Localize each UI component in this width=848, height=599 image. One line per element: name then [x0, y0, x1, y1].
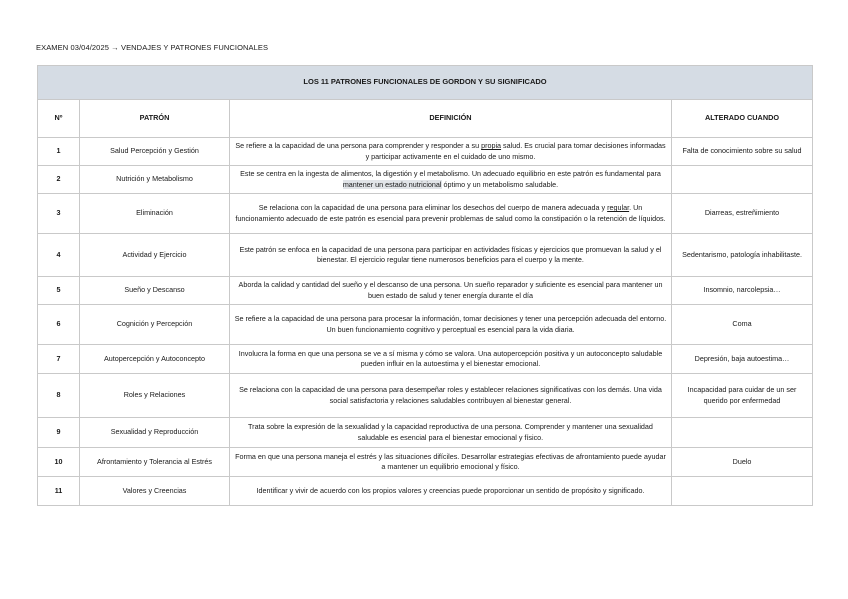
altered-when: Depresión, baja autoestima…: [672, 345, 813, 374]
pattern-name: Eliminación: [80, 194, 230, 234]
table-row: [38, 194, 813, 234]
definition-text: Se relaciona con la capacidad de una persona para eliminar los desechos del cuerpo de manera adecuada y: [258, 203, 608, 212]
pattern-definition: Involucra la forma en que una persona se ve a sí misma y cómo se valora. Una autopercepción positiva y un autoconcepto saludable pueden influir en la autoestima y el bienestar emocional.: [230, 345, 672, 374]
definition-text: . Un funcionamiento adecuado de este patrón es esencial para prevenir problemas de salud como la constipación o la retención de líquidos.: [235, 203, 666, 223]
column-header-pattern: PATRÓN: [80, 100, 230, 138]
table-header-row: [38, 100, 813, 138]
table-title-row: [38, 66, 813, 100]
underlined-word: propia: [481, 141, 502, 150]
document-header: EXAMEN 03/04/2025 → VENDAJES Y PATRONES FUNCIONALES: [36, 43, 269, 52]
altered-when: [672, 166, 813, 194]
pattern-name: Sexualidad y Reproducción: [80, 418, 230, 448]
pattern-name: Nutrición y Metabolismo: [80, 166, 230, 194]
row-number: 2: [38, 166, 80, 194]
underlined-word: regular: [607, 203, 630, 212]
altered-when: Incapacidad para cuidar de un ser querido por enfermedad: [672, 374, 813, 418]
row-number: 11: [38, 477, 80, 506]
column-header-altered: ALTERADO CUANDO: [672, 100, 813, 138]
pattern-definition: Identificar y vivir de acuerdo con los propios valores y creencias puede proporcionar un sentido de propósito y significado.: [230, 477, 672, 506]
altered-when: [672, 477, 813, 506]
pattern-definition: Este patrón se enfoca en la capacidad de una persona para participar en actividades físicas y ejercicios que promuevan la salud y el bienestar. El ejercicio regular tiene numerosos beneficios para el cuerpo y la mente.: [230, 234, 672, 277]
pattern-definition: Forma en que una persona maneja el estrés y las situaciones difíciles. Desarrollar estrategias efectivas de afrontamiento puede ayudar a mantener un equilibrio emocional y físico.: [230, 448, 672, 477]
pattern-definition: [230, 138, 672, 166]
table-row: [38, 305, 813, 345]
row-number: 6: [38, 305, 80, 345]
row-number: 10: [38, 448, 80, 477]
table-row: [38, 345, 813, 374]
table-row: [38, 477, 813, 506]
table-row: [38, 166, 813, 194]
altered-when: Insomnio, narcolepsia…: [672, 277, 813, 305]
altered-when: Falta de conocimiento sobre su salud: [672, 138, 813, 166]
row-number: 5: [38, 277, 80, 305]
table-row: [38, 138, 813, 166]
definition-text: óptimo y un metabolismo saludable.: [441, 179, 559, 189]
pattern-definition: Trata sobre la expresión de la sexualidad y la capacidad reproductiva de una persona. Comprender y mantener una sexualidad saludable es esencial para el bienestar emocional y físico.: [230, 418, 672, 448]
altered-when: [672, 418, 813, 448]
table-row: [38, 374, 813, 418]
pattern-definition: [230, 194, 672, 234]
gordon-patterns-table: [37, 65, 813, 506]
table-row: [38, 418, 813, 448]
definition-text: Este se centra en la ingesta de alimentos, la digestión y el metabolismo. Un adecuado equilibrio en este patrón es fundamental para: [240, 169, 661, 178]
pattern-definition: Se relaciona con la capacidad de una persona para desempeñar roles y establecer relaciones significativas con los demás. Una vida social satisfactoria y relaciones saludables contribuyen al bienestar general.: [230, 374, 672, 418]
pattern-name: Actividad y Ejercicio: [80, 234, 230, 277]
row-number: 3: [38, 194, 80, 234]
row-number: 7: [38, 345, 80, 374]
altered-when: Coma: [672, 305, 813, 345]
row-number: 8: [38, 374, 80, 418]
altered-when: Sedentarismo, patología inhabilitaste.: [672, 234, 813, 277]
table-row: [38, 448, 813, 477]
definition-text: salud. Es crucial para tomar decisiones informadas y participar activamente en el cuidado de uno mismo.: [365, 141, 666, 161]
column-header-definition: DEFINICIÓN: [230, 100, 672, 138]
pattern-name: Afrontamiento y Tolerancia al Estrés: [80, 448, 230, 477]
row-number: 9: [38, 418, 80, 448]
pattern-name: Roles y Relaciones: [80, 374, 230, 418]
pattern-name: Sueño y Descanso: [80, 277, 230, 305]
pattern-name: Valores y Creencias: [80, 477, 230, 506]
pattern-name: Autopercepción y Autoconcepto: [80, 345, 230, 374]
pattern-definition: Aborda la calidad y cantidad del sueño y el descanso de una persona. Un sueño reparador y suficiente es esencial para mantener un buen estado de salud y tener energía durante el día: [230, 277, 672, 305]
altered-when: Diarreas, estreñimiento: [672, 194, 813, 234]
table-row: [38, 234, 813, 277]
column-header-number: Nº: [38, 100, 80, 138]
pattern-name: Salud Percepción y Gestión: [80, 138, 230, 166]
row-number: 4: [38, 234, 80, 277]
highlighted-phrase: mantener un estado nutricional: [342, 179, 442, 189]
pattern-name: Cognición y Percepción: [80, 305, 230, 345]
altered-when: Duelo: [672, 448, 813, 477]
table-row: [38, 277, 813, 305]
pattern-definition: [230, 166, 672, 194]
row-number: 1: [38, 138, 80, 166]
definition-text: Se refiere a la capacidad de una persona para comprender y responder a su: [235, 141, 482, 150]
pattern-definition: Se refiere a la capacidad de una persona para procesar la información, tomar decisiones y tener una percepción adecuada del entorno. Un buen funcionamiento cognitivo y perceptual es esencial para la vida diaria.: [230, 305, 672, 345]
table-title: LOS 11 PATRONES FUNCIONALES DE GORDON Y SU SIGNIFICADO: [38, 66, 813, 100]
